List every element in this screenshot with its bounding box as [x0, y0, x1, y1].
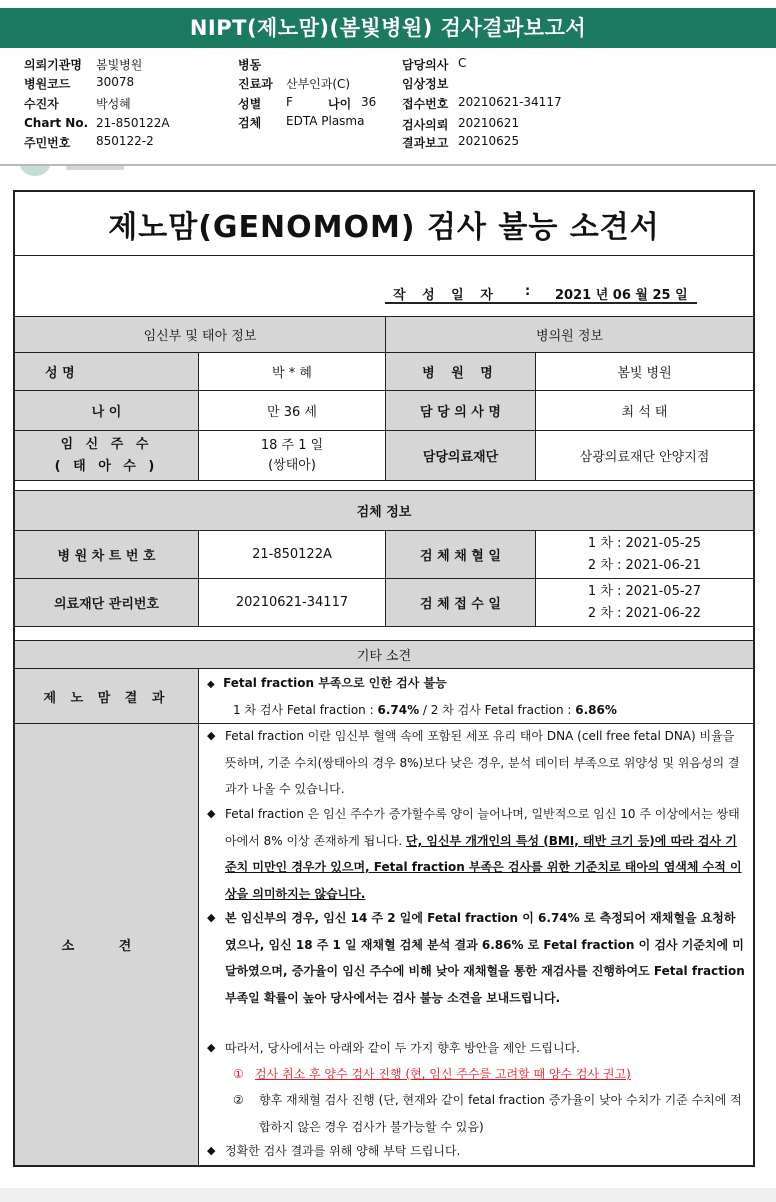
doctor-value: 최 석 태	[621, 405, 668, 420]
bottom-strip	[0, 1188, 776, 1202]
date-label: 작 성 일 자	[393, 288, 499, 303]
table-row	[15, 531, 753, 579]
opinion-paragraph: ◆ 본 임신부의 경우, 임신 14 주 2 일에 Fetal fraction 이 6.74% 로 측정되어 재채혈을 요청하였으나, 임신 18 주 1 일 재채혈 검체 분석 결과 6.86% 로 Fetal fraction 이 검사 기준치에 미달하였으며, 증가율이 임신 주수에 비해 낮아 재채혈을 통한 재검사를 진행하여도 Fetal fraction 부족일 확률이 높아 당사에서는 검사 불능 소견을 보내드립니다.	[207, 911, 745, 1005]
date-line	[385, 282, 697, 304]
option-2: ② 향후 재채혈 검사 진행 (단, 현재와 같이 fetal fraction 증가율이 낮아 수치가 기준 수치에 적합하지 않은 경우 검사가 불가능할 수 있음)	[233, 1093, 742, 1134]
table-row	[15, 353, 753, 391]
age-value: 만 36 세	[199, 391, 386, 430]
report-title: NIPT(제노맘)(봄빛병원) 검사결과보고서	[0, 8, 776, 48]
opinion-paragraph: ◆ 정확한 검사 결과를 위해 양해 부탁 드립니다.	[207, 1144, 461, 1158]
weeks-label: 임 신 주 수 ( 태 아 수 )	[15, 431, 199, 480]
opinion-paragraph: ◆ Fetal fraction 은 임신 주수가 증가할수록 양이 늘어나며, 일반적으로 임신 10 주 이상에서는 쌍태아에서 8% 이상 존재하게 됩니다. 단, 임신부 개개인의 특성 (BMI, 태반 크기 등)에 따라 검사 기준치 미만인 경우가 있으며, Fetal fraction 부족은 검사를 위한 기준치로 태아의 염색체 수적 이상을 의미하지는 않습니다.	[207, 807, 742, 901]
info-label: 결과보고	[402, 136, 449, 150]
info-label: 의뢰기관명	[24, 58, 82, 72]
info-label: 검사의뢰	[402, 118, 449, 132]
section-header	[15, 491, 753, 531]
table-row	[15, 391, 753, 431]
result-body	[199, 669, 753, 723]
doctor-label: 담 당 의 사 명	[386, 391, 536, 430]
table-row	[15, 724, 753, 1165]
collect-label: 검 체 채 혈 일	[386, 531, 536, 578]
info-label: Chart No.	[24, 116, 89, 130]
spacer-row	[15, 481, 753, 491]
patient-info-panel	[0, 50, 776, 168]
info-label: 검체	[238, 116, 262, 130]
table-row	[15, 431, 753, 481]
info-value: 20210625	[458, 134, 520, 148]
option-1: ① 검사 취소 후 양수 검사 진행 (현, 임신 주수를 고려할 때 양수 검사 권고)	[233, 1067, 631, 1081]
section-header	[15, 641, 753, 669]
info-value: 산부인과(C)	[286, 77, 351, 91]
info-label: 병원코드	[24, 77, 71, 91]
section-title: 병의원 정보	[536, 329, 603, 344]
info-value: 박성혜	[96, 97, 131, 111]
info-label: 임상정보	[402, 77, 449, 91]
info-label: 담당의사	[402, 58, 449, 72]
foundation-label: 담당의료재단	[386, 431, 536, 480]
info-label: 주민번호	[24, 136, 71, 150]
foundation-value: 삼광의료재단 안양지점	[579, 450, 710, 465]
opinion-label: 소 견	[15, 724, 199, 1165]
info-value: 30078	[96, 75, 135, 89]
section-title: 임신부 및 태아 정보	[15, 317, 386, 352]
hospital-value: 봄빛 병원	[617, 366, 672, 381]
opinion-body	[199, 724, 753, 1165]
mgmt-label: 의료재단 관리번호	[15, 579, 199, 626]
info-label: 수진자	[24, 97, 59, 111]
result-line-1: ◆ Fetal fraction 부족으로 인한 검사 불능	[207, 676, 447, 690]
date-value: 2021 년 06 월 25 일	[555, 288, 688, 303]
info-value: 21-850122A	[96, 116, 170, 130]
age-label: 나 이	[15, 391, 199, 430]
info-value: EDTA Plasma	[286, 114, 365, 128]
info-value: 850122-2	[96, 134, 154, 148]
opinion-document	[13, 190, 755, 1167]
info-value: 봄빛병원	[96, 58, 143, 72]
hospital-label: 병 원 명	[386, 353, 536, 390]
doc-title-row	[15, 192, 753, 256]
date-colon: :	[525, 284, 531, 299]
table-row	[15, 579, 753, 627]
info-label: 진료과	[238, 77, 273, 91]
opinion-paragraph: ◆ 따라서, 당사에서는 아래와 같이 두 가지 향후 방안을 제안 드립니다.	[207, 1041, 580, 1055]
weeks-value: 18 주 1 일 (쌍태아)	[199, 431, 386, 480]
result-line-2: 1 차 검사 Fetal fraction : 6.74% / 2 차 검사 Fetal fraction : 6.86%	[233, 703, 617, 717]
section-title: 검체 정보	[356, 505, 412, 520]
date-row	[15, 256, 753, 317]
doc-title: 제노맘(GENOMOM) 검사 불능 소견서	[108, 209, 660, 245]
info-label: 성별	[238, 97, 262, 111]
info-value: 20210621	[458, 116, 520, 130]
name-value: 박 * 혜	[199, 353, 386, 390]
top-bar	[0, 0, 776, 50]
section-title: 기타 소견	[356, 649, 412, 664]
info-label: 접수번호	[402, 97, 449, 111]
info-value: C	[458, 56, 467, 70]
opinion-paragraph: ◆ Fetal fraction 이란 임신부 혈액 속에 포함된 세포 유리 태아 DNA (cell free fetal DNA) 비율을 뜻하며, 기준 수치(쌍태아의 경우 8%)보다 낮은 경우, 분석 데이터 부족으로 위양성 및 위음성의 결과가 나올 수 있습니다.	[207, 729, 740, 796]
collect-dates: 1 차 : 2021-05-25 2 차 : 2021-06-21	[587, 535, 702, 573]
receipt-dates: 1 차 : 2021-05-27 2 차 : 2021-06-22	[587, 583, 702, 621]
result-label: 제 노 맘 결 과	[15, 669, 199, 723]
info-label: 나이	[328, 97, 352, 111]
spacer-row	[15, 627, 753, 641]
chart-value: 21-850122A	[199, 531, 386, 578]
receipt-label: 검 체 접 수 일	[386, 579, 536, 626]
info-value: F	[286, 95, 293, 109]
chart-label: 병 원 차 트 번 호	[15, 531, 199, 578]
table-row	[15, 669, 753, 724]
section-header	[15, 317, 753, 353]
info-value: 36	[361, 95, 377, 109]
info-value: 20210621-34117	[458, 95, 562, 109]
name-label: 성 명	[15, 353, 199, 390]
faded-logo	[14, 166, 124, 178]
info-label: 병동	[238, 58, 262, 72]
mgmt-value: 20210621-34117	[199, 579, 386, 626]
